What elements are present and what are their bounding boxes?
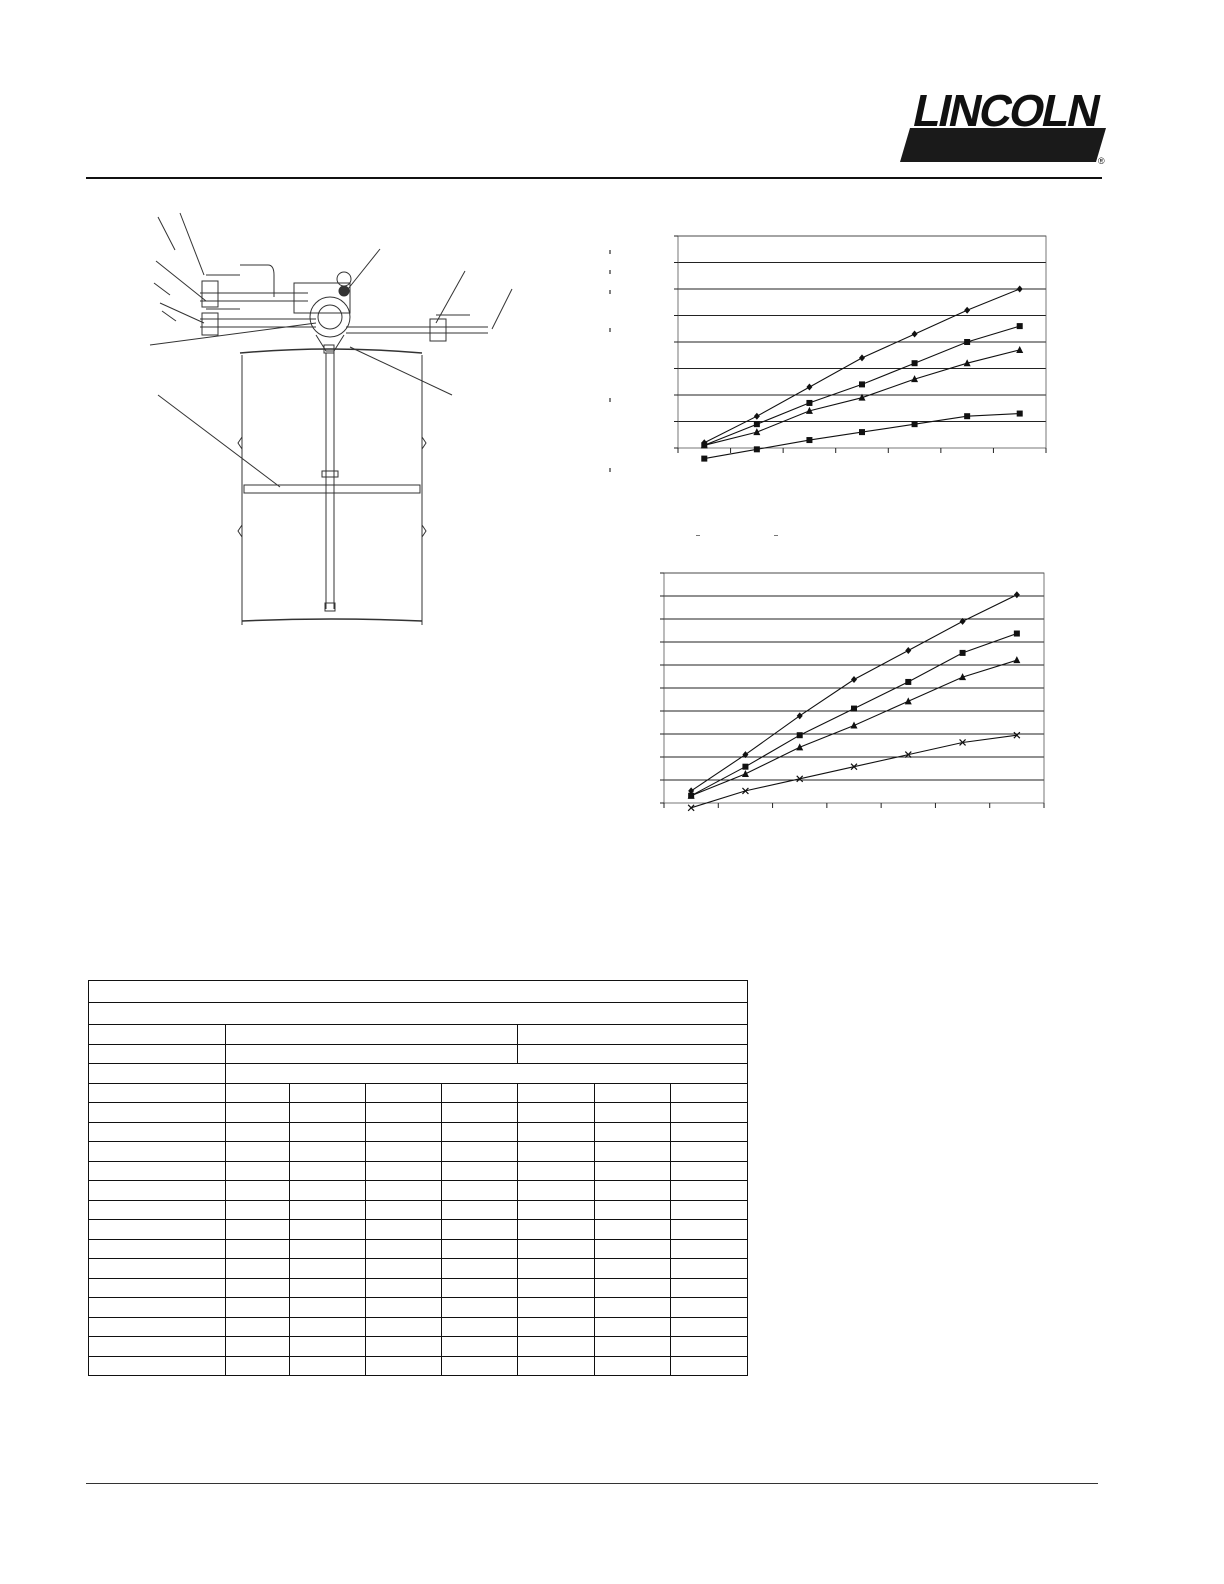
table-cell [671, 1220, 748, 1240]
table-cell [671, 1103, 748, 1123]
table-cell [290, 1161, 366, 1181]
data-point [742, 770, 749, 777]
table-cell [290, 1181, 366, 1201]
agitator-bar [244, 485, 420, 493]
data-point [905, 647, 911, 654]
series-line [691, 595, 1017, 791]
table-row [89, 1003, 748, 1025]
table-cell [226, 1356, 290, 1376]
ball-valve [202, 313, 218, 335]
data-point [912, 331, 918, 338]
table-cell [595, 1298, 671, 1318]
table-cell [290, 1317, 366, 1337]
table-cell [366, 1356, 442, 1376]
table-cell [518, 1298, 595, 1318]
table-cell [442, 1298, 518, 1318]
table-cell [442, 1103, 518, 1123]
table-cell [518, 1181, 595, 1201]
data-point [960, 650, 966, 656]
table-cell [290, 1083, 366, 1103]
data-point [806, 384, 812, 391]
data-point [742, 764, 748, 770]
table-row [89, 1356, 748, 1376]
data-point [797, 732, 803, 738]
table-cell [226, 1239, 290, 1259]
pump-diaphragm-inner [318, 305, 342, 329]
table-cell [89, 1083, 226, 1103]
regulator-knob [339, 286, 349, 296]
table-cell [595, 1181, 671, 1201]
table-row [89, 1142, 748, 1162]
data-point [964, 307, 970, 314]
table-row [89, 1317, 748, 1337]
table-cell [89, 1044, 226, 1064]
table-cell [290, 1122, 366, 1142]
data-point [912, 360, 918, 366]
table-cell [89, 1278, 226, 1298]
table-cell [442, 1181, 518, 1201]
data-point [964, 413, 970, 419]
data-point [806, 400, 812, 406]
table-cell [89, 1103, 226, 1123]
table-cell [226, 1122, 290, 1142]
data-point [1017, 411, 1023, 417]
series-line [691, 634, 1017, 796]
performance-chart-1 [600, 228, 1060, 478]
table-cell [518, 1278, 595, 1298]
table-cell [89, 1142, 226, 1162]
table-cell [518, 1200, 595, 1220]
table-cell [442, 1337, 518, 1357]
data-point [701, 456, 707, 462]
table-row [89, 1044, 748, 1064]
table-cell [226, 1181, 290, 1201]
table-cell [442, 1259, 518, 1279]
drum-rib [422, 525, 426, 537]
leader-line [158, 217, 175, 250]
data-point [851, 676, 857, 683]
table-cell [366, 1239, 442, 1259]
data-point [1014, 591, 1020, 598]
header-rule [86, 177, 1102, 179]
table-cell [595, 1337, 671, 1357]
table-row [89, 1181, 748, 1201]
data-point [754, 446, 760, 452]
data-point [851, 722, 858, 729]
data-point [797, 712, 803, 719]
table-cell [671, 1181, 748, 1201]
table-cell [226, 1025, 518, 1045]
table-cell [89, 1356, 226, 1376]
table-cell [671, 1161, 748, 1181]
leader-line [154, 283, 170, 295]
table-cell [595, 1278, 671, 1298]
table-cell [442, 1356, 518, 1376]
table-cell [442, 1161, 518, 1181]
table-cell [671, 1278, 748, 1298]
table-cell [366, 1220, 442, 1240]
pump-assembly-diagram [140, 205, 540, 635]
table-cell [226, 1161, 290, 1181]
logo-wordmark: LINCOLN [908, 85, 1106, 136]
table-cell [89, 1003, 748, 1025]
table-cell [226, 1278, 290, 1298]
table-cell [518, 1337, 595, 1357]
table-row [89, 1337, 748, 1357]
data-point [859, 429, 865, 435]
series-line [704, 289, 1019, 443]
table-cell [89, 1181, 226, 1201]
leader-line [156, 261, 206, 301]
table-row [89, 1298, 748, 1318]
table-row [89, 1239, 748, 1259]
table-row [89, 1200, 748, 1220]
specification-table [88, 980, 748, 1376]
table-cell [671, 1259, 748, 1279]
table-cell [226, 1200, 290, 1220]
table-cell [226, 1064, 748, 1084]
table-cell [595, 1239, 671, 1259]
table-cell [226, 1298, 290, 1318]
table-cell [290, 1356, 366, 1376]
chart-separator-mark [774, 535, 778, 536]
table-row [89, 981, 748, 1003]
table-cell [671, 1083, 748, 1103]
table-cell [671, 1298, 748, 1318]
table-cell [518, 1142, 595, 1162]
table-row [89, 1122, 748, 1142]
table-cell [226, 1259, 290, 1279]
table-cell [518, 1025, 748, 1045]
table-cell [671, 1337, 748, 1357]
table-cell [89, 1025, 226, 1045]
table-row [89, 1064, 748, 1084]
table-cell [366, 1317, 442, 1337]
table-cell [366, 1200, 442, 1220]
data-point [1014, 631, 1020, 637]
pump-diaphragm [310, 297, 350, 337]
leader-line [350, 347, 452, 395]
table-cell [518, 1044, 748, 1064]
table-row [89, 1083, 748, 1103]
table-cell [671, 1142, 748, 1162]
table-cell [89, 1161, 226, 1181]
table-cell [671, 1356, 748, 1376]
table-cell [366, 1083, 442, 1103]
data-point [754, 413, 760, 420]
data-point [1013, 656, 1020, 663]
drum-rib [238, 437, 242, 449]
table-cell [442, 1317, 518, 1337]
drum-rib [422, 437, 426, 449]
data-point [859, 354, 865, 361]
table-cell [442, 1200, 518, 1220]
table-cell [366, 1298, 442, 1318]
table-cell [442, 1142, 518, 1162]
chart-separator-mark [696, 535, 700, 536]
table-cell [290, 1103, 366, 1123]
leader-line [158, 395, 280, 487]
data-point [1017, 323, 1023, 329]
table-cell [290, 1200, 366, 1220]
table-cell [290, 1142, 366, 1162]
table-cell [595, 1122, 671, 1142]
table-cell [290, 1259, 366, 1279]
data-point [754, 421, 760, 427]
ball-valve [202, 281, 218, 307]
table-cell [671, 1122, 748, 1142]
data-point [964, 339, 970, 345]
series-line [691, 735, 1017, 808]
table-cell [89, 1298, 226, 1318]
table-cell [366, 1278, 442, 1298]
leader-line [492, 289, 512, 329]
table-cell [595, 1356, 671, 1376]
table-cell [226, 1044, 518, 1064]
data-point [859, 381, 865, 387]
table-cell [366, 1161, 442, 1181]
leader-line [150, 323, 316, 345]
table-row [89, 1161, 748, 1181]
table-cell [518, 1083, 595, 1103]
logo-bar [900, 128, 1106, 162]
table-cell [366, 1122, 442, 1142]
lincoln-logo [898, 84, 1108, 166]
table-cell [226, 1103, 290, 1123]
table-cell [595, 1161, 671, 1181]
table-cell [366, 1259, 442, 1279]
table-cell [226, 1083, 290, 1103]
table-row [89, 1278, 748, 1298]
table-cell [595, 1259, 671, 1279]
data-point [688, 805, 694, 811]
table-cell [518, 1356, 595, 1376]
performance-chart-2 [640, 565, 1060, 815]
table-cell [290, 1220, 366, 1240]
table-row [89, 1025, 748, 1045]
leader-line [180, 213, 204, 275]
table-cell [595, 1317, 671, 1337]
data-point [1016, 346, 1023, 353]
table-cell [89, 1317, 226, 1337]
table-cell [89, 1259, 226, 1279]
table-cell [89, 1239, 226, 1259]
table-cell [518, 1317, 595, 1337]
table-row [89, 1259, 748, 1279]
chart-separator-marks [696, 531, 786, 541]
table-cell [89, 1064, 226, 1084]
table-cell [518, 1161, 595, 1181]
pressure-gauge [337, 272, 351, 286]
logo-registered-mark: ® [1098, 156, 1105, 166]
table-cell [442, 1220, 518, 1240]
leader-line [160, 303, 204, 323]
data-point [912, 421, 918, 427]
table-cell [226, 1142, 290, 1162]
leader-line [162, 311, 176, 321]
data-point [905, 679, 911, 685]
data-point [1017, 286, 1023, 293]
table-cell [226, 1317, 290, 1337]
table-cell [518, 1103, 595, 1123]
table-cell [366, 1142, 442, 1162]
table-row [89, 1103, 748, 1123]
table-cell [290, 1298, 366, 1318]
footer-rule [86, 1483, 1098, 1484]
drum-bottom [242, 619, 422, 621]
table-cell [366, 1103, 442, 1123]
table-cell [518, 1220, 595, 1240]
data-point [806, 437, 812, 443]
table-cell [442, 1278, 518, 1298]
data-point [851, 706, 857, 712]
table-cell [595, 1103, 671, 1123]
table-cell [595, 1083, 671, 1103]
table-cell [366, 1337, 442, 1357]
table-cell [226, 1337, 290, 1357]
table-cell [89, 1200, 226, 1220]
table-cell [89, 1220, 226, 1240]
table-cell [442, 1122, 518, 1142]
table-cell [671, 1200, 748, 1220]
series-line [704, 414, 1019, 459]
leader-line [348, 249, 380, 289]
air-line [240, 265, 274, 297]
table-cell [518, 1239, 595, 1259]
table-cell [518, 1122, 595, 1142]
table-row [89, 1220, 748, 1240]
table-cell [290, 1278, 366, 1298]
table-cell [89, 981, 748, 1003]
table-cell [366, 1181, 442, 1201]
lincoln-logo-graphic [898, 84, 1108, 166]
table-cell [290, 1337, 366, 1357]
table-cell [518, 1259, 595, 1279]
tube-coupling [322, 471, 338, 477]
table-cell [671, 1239, 748, 1259]
table-cell [442, 1239, 518, 1259]
table-cell [595, 1220, 671, 1240]
table-cell [595, 1200, 671, 1220]
table-cell [89, 1337, 226, 1357]
drum-rib [238, 525, 242, 537]
table-cell [442, 1083, 518, 1103]
table-cell [226, 1220, 290, 1240]
table-cell [595, 1142, 671, 1162]
table-cell [671, 1317, 748, 1337]
table-cell [290, 1239, 366, 1259]
table-cell [89, 1122, 226, 1142]
ball-valve [430, 319, 446, 341]
